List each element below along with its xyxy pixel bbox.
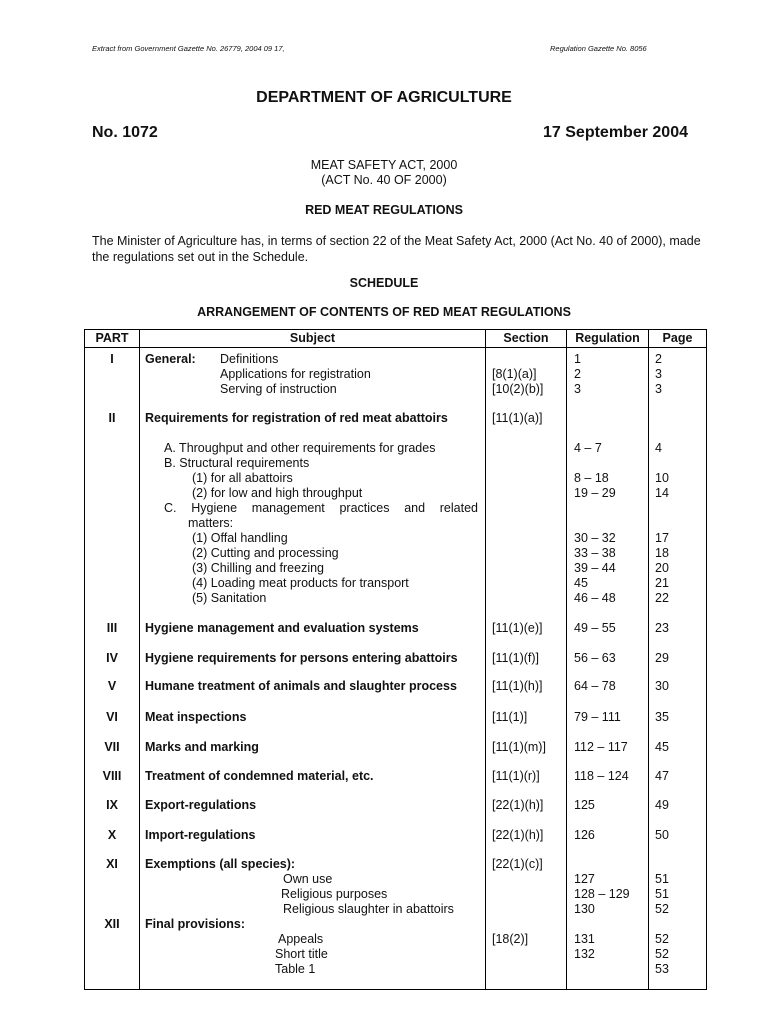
section-reference: [11(1)(f)]	[492, 651, 539, 665]
regulation-number: 49 – 55	[574, 621, 616, 635]
page-number: 4	[655, 441, 662, 455]
page-number: 17	[655, 531, 669, 545]
page-number: 35	[655, 710, 669, 724]
subject-heading: Hygiene management and evaluation systems	[145, 621, 419, 635]
part-number: II	[108, 411, 116, 425]
part-number: V	[107, 679, 117, 693]
subject-heading: Humane treatment of animals and slaughter process	[145, 679, 457, 693]
intro-paragraph: The Minister of Agriculture has, in terms of section 22 of the Meat Safety Act, 2000 (Act No. 40 of 2000), made the regulations set out in the Schedule.	[92, 234, 701, 264]
column-divider	[566, 330, 567, 989]
column-header-part: PART	[95, 331, 129, 345]
subject-item: A. Throughput and other requirements for grades	[164, 441, 436, 455]
section-reference: [22(1)(c)]	[492, 857, 543, 871]
page-number: 50	[655, 828, 669, 842]
regulation-number: 45	[574, 576, 588, 590]
regulations-title: RED MEAT REGULATIONS	[305, 203, 463, 217]
subject-item: (4) Loading meat products for transport	[192, 576, 409, 590]
subject-item: matters:	[188, 516, 234, 530]
regulation-number: 39 – 44	[574, 561, 616, 575]
subject-item: Appeals	[278, 932, 324, 946]
page-number: 52	[655, 947, 669, 961]
regulation-number: 3	[574, 382, 581, 396]
page-number: 52	[655, 902, 669, 916]
part-number: I	[110, 352, 114, 366]
subject-heading: Exemptions (all species):	[145, 857, 296, 871]
act-number: (ACT No. 40 OF 2000)	[321, 173, 447, 187]
column-header-page: Page	[662, 331, 693, 345]
column-divider	[648, 330, 649, 989]
subject-heading: General:	[145, 352, 196, 366]
part-number: III	[106, 621, 118, 635]
regulation-number: 64 – 78	[574, 679, 616, 693]
subject-heading: Requirements for registration of red meat abattoirs	[145, 411, 448, 425]
subject-item: Own use	[283, 872, 333, 886]
contents-table	[84, 329, 707, 990]
section-reference: [22(1)(h)]	[492, 828, 544, 842]
subject-item: (2) Cutting and processing	[192, 546, 339, 560]
page-number: 53	[655, 962, 669, 976]
part-number: VIII	[102, 769, 122, 783]
part-number: IV	[106, 651, 118, 665]
page-number: 21	[655, 576, 669, 590]
schedule-title: SCHEDULE	[349, 276, 419, 290]
page-number: 49	[655, 798, 669, 812]
subject-item: (1) Offal handling	[192, 531, 288, 545]
page-number: 14	[655, 486, 669, 500]
regulation-number: 56 – 63	[574, 651, 616, 665]
subject-heading: Final provisions:	[145, 917, 246, 931]
subject-item: (1) for all abattoirs	[192, 471, 293, 485]
section-reference: [8(1)(a)]	[492, 367, 537, 381]
subject-heading: Meat inspections	[145, 710, 247, 724]
subject-item: Religious purposes	[281, 887, 388, 901]
page-number: 51	[655, 887, 669, 901]
subject-item: (3) Chilling and freezing	[192, 561, 325, 575]
section-reference: [11(1)(r)]	[492, 769, 540, 783]
subject-item: B. Structural requirements	[164, 456, 310, 470]
department-title: DEPARTMENT OF AGRICULTURE	[256, 89, 512, 106]
subject-item: C. Hygiene management practices and related	[164, 501, 478, 515]
regulation-number: 126	[574, 828, 595, 842]
regulation-number: 125	[574, 798, 595, 812]
part-number: XI	[106, 857, 118, 871]
part-number: VII	[104, 740, 120, 754]
page-number: 3	[655, 367, 662, 381]
act-title: MEAT SAFETY ACT, 2000	[310, 158, 458, 172]
regulation-number: 118 – 124	[574, 769, 629, 783]
subject-heading: Hygiene requirements for persons entering abattoirs	[145, 651, 458, 665]
regulation-number: 128 – 129	[574, 887, 630, 901]
subject-item: Table 1	[275, 962, 316, 976]
page-number: 51	[655, 872, 669, 886]
regulation-number: 127	[574, 872, 595, 886]
regulation-number: 132	[574, 947, 595, 961]
page-number: 20	[655, 561, 669, 575]
section-reference: [11(1)(a)]	[492, 411, 543, 425]
page-number: 22	[655, 591, 669, 605]
subject-heading: Import-regulations	[145, 828, 256, 842]
section-reference: [11(1)(m)]	[492, 740, 546, 754]
regulation-number: 30 – 32	[574, 531, 616, 545]
column-divider	[139, 330, 140, 989]
regulation-number: 130	[574, 902, 595, 916]
notice-number: No. 1072	[92, 124, 158, 141]
column-header-regulation: Regulation	[575, 331, 640, 345]
regulation-number: 2	[574, 367, 581, 381]
page-number: 47	[655, 769, 669, 783]
section-reference: [11(1)(h)]	[492, 679, 543, 693]
page-number: 30	[655, 679, 669, 693]
regulation-number: 79 – 111	[574, 710, 621, 724]
part-number: IX	[106, 798, 118, 812]
regulation-number: 33 – 38	[574, 546, 616, 560]
regulation-number: 8 – 18	[574, 471, 609, 485]
regulation-number: 46 – 48	[574, 591, 616, 605]
section-reference: [18(2)]	[492, 932, 529, 946]
subject-item: Religious slaughter in abattoirs	[283, 902, 454, 916]
regulation-gazette-header: Regulation Gazette No. 8056	[550, 44, 647, 53]
subject-item: Applications for registration	[220, 367, 371, 381]
page-number: 29	[655, 651, 669, 665]
page-number: 2	[655, 352, 662, 366]
notice-date: 17 September 2004	[543, 124, 688, 141]
column-divider	[485, 330, 486, 989]
subject-heading: Export-regulations	[145, 798, 257, 812]
page-number: 23	[655, 621, 669, 635]
subject-item: Short title	[275, 947, 328, 961]
page-number: 45	[655, 740, 669, 754]
section-reference: [10(2)(b)]	[492, 382, 544, 396]
subject-item: Definitions	[220, 352, 279, 366]
regulation-number: 131	[574, 932, 595, 946]
column-header-subject: Subject	[289, 331, 336, 345]
subject-item: (5) Sanitation	[192, 591, 267, 605]
page-number: 10	[655, 471, 669, 485]
regulation-number: 19 – 29	[574, 486, 616, 500]
regulation-number: 4 – 7	[574, 441, 602, 455]
regulation-number: 1	[574, 352, 581, 366]
section-reference: [22(1)(h)]	[492, 798, 544, 812]
part-number: XII	[104, 917, 120, 931]
part-number: X	[107, 828, 117, 842]
header-divider	[85, 347, 706, 348]
regulation-number: 112 – 117	[574, 740, 628, 754]
arrangement-title: ARRANGEMENT OF CONTENTS OF RED MEAT REGULATIONS	[197, 305, 571, 319]
subject-heading: Treatment of condemned material, etc.	[145, 769, 374, 783]
section-reference: [11(1)]	[492, 710, 528, 724]
subject-item: (2) for low and high throughput	[192, 486, 363, 500]
gazette-extract-header: Extract from Government Gazette No. 26779, 2004 09 17,	[92, 44, 285, 53]
column-header-section: Section	[503, 331, 549, 345]
part-number: VI	[106, 710, 118, 724]
page-number: 3	[655, 382, 662, 396]
section-reference: [11(1)(e)]	[492, 621, 543, 635]
subject-item: Serving of instruction	[220, 382, 337, 396]
page-number: 18	[655, 546, 669, 560]
page-number: 52	[655, 932, 669, 946]
subject-heading: Marks and marking	[145, 740, 259, 754]
